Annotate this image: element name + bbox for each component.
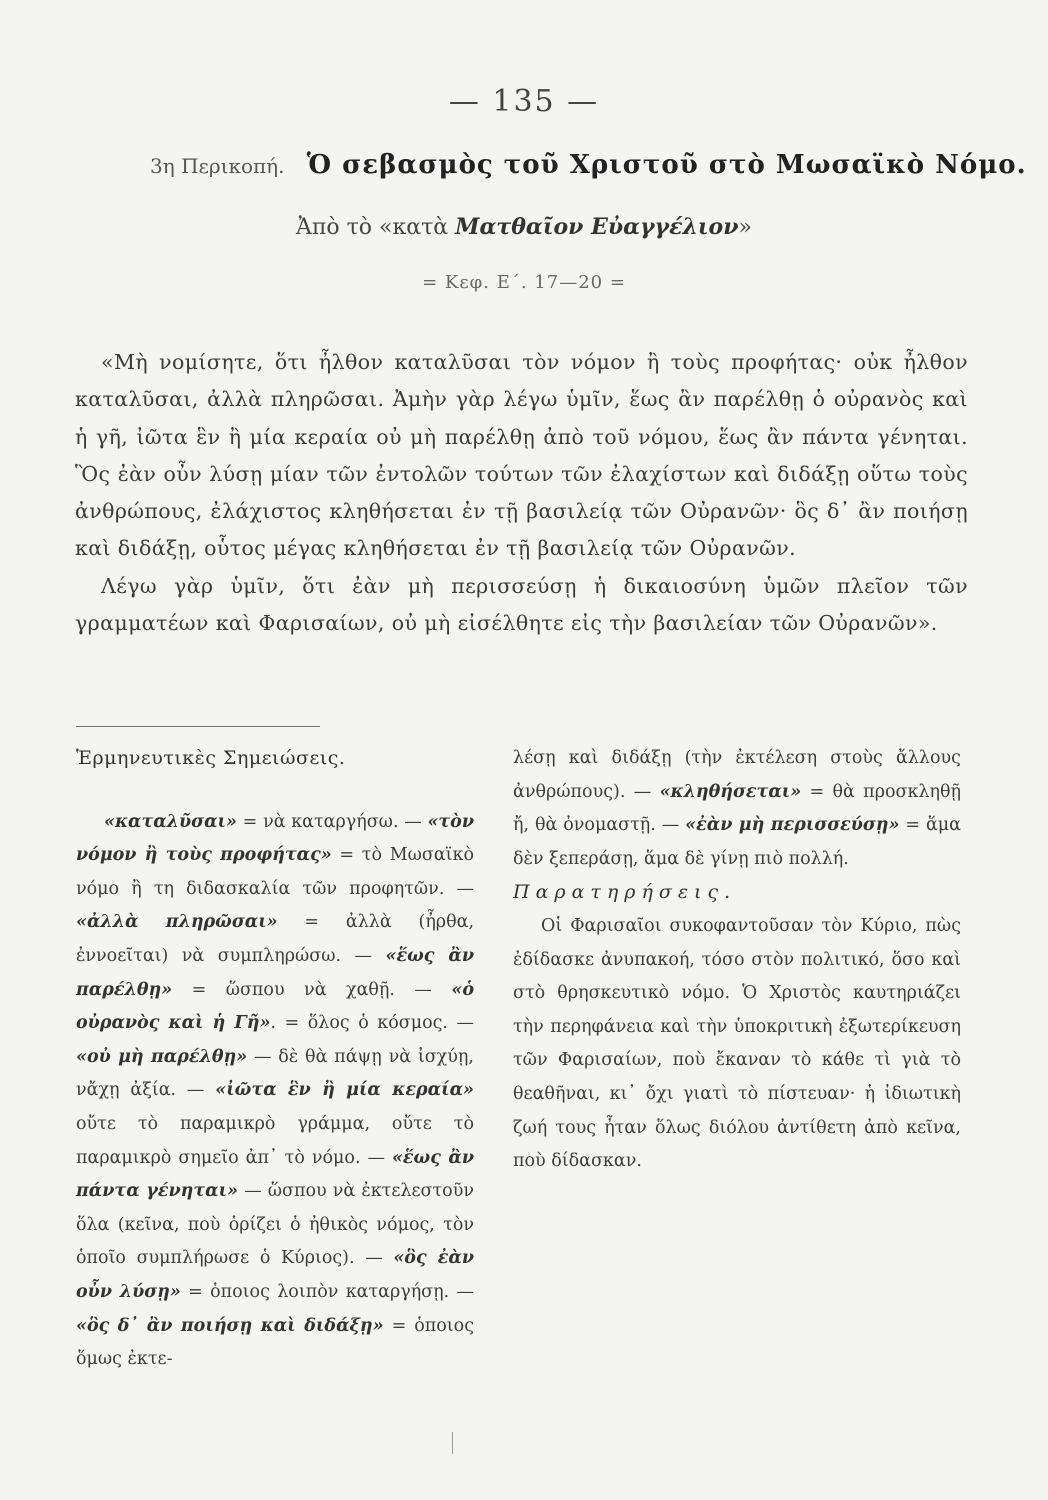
note-gloss: = ὁποιος λοιπὸν καταργήσῃ. — — [180, 1281, 474, 1302]
observations-heading: Παρατηρήσεις. — [513, 881, 737, 904]
chapter-reference: = Κεφ. Ε΄. 17—20 = — [422, 272, 626, 293]
note-term: «ἀλλὰ πληρῶσαι» — [76, 912, 278, 933]
note-gloss: = τὸ Μωσαϊκὸ νόμο ἢ τη διδασκαλία τῶν προφητῶν. — — [76, 845, 474, 899]
note-term: «ἕως ἂν πάντα γένηται» — [76, 1147, 474, 1202]
note-gloss-split: = ὁποιος ὅμως ἐκτε- — [76, 1315, 475, 1370]
note-gloss: = ἀλλὰ (ἦρθα, ἐννοεῖται) νὰ συμπληρώσω. — — [76, 912, 475, 966]
right-column — [513, 742, 961, 1179]
source-suffix: » — [738, 215, 752, 240]
source-prefix: Ἀπὸ τὸ «κατὰ — [296, 215, 449, 240]
note-term: «ὁ οὐρανὸς καὶ ἡ Γῆ» — [76, 979, 474, 1034]
note-gloss: λέσῃ καὶ διδάξῃ (τὴν ἐκτέλεση στοὺς ἄλλους ἀνθρώπους). — — [513, 748, 961, 802]
scan-mark — [452, 1432, 453, 1454]
pericope-label: 3η Περικοπή. — [150, 154, 285, 178]
page-number: — 135 — — [448, 84, 600, 119]
notes-body — [76, 806, 474, 1377]
gospel-source — [0, 214, 1048, 240]
note-term: «καταλῦσαι» — [104, 811, 237, 832]
notes-heading: Ἑρμηνευτικὲς Σημειώσεις. — [76, 747, 346, 769]
note-term: «ἕως ἂν παρέλθῃ» — [76, 945, 474, 1000]
note-term: «τὸν νόμον ἢ τοὺς προφήτας» — [76, 811, 474, 866]
note-gloss: = ἅμα δὲν ξεπεράσῃ, ἅμα δὲ γίνῃ πιὸ πολλή. — [513, 815, 961, 869]
note-gloss: = νὰ καταργήσω. — — [236, 811, 428, 832]
observations-body: Οἱ Φαρισαῖοι συκοφαντοῦσαν τὸν Κύριο, πὼς ἐδίδασκε ἀνυπακοή, τόσο στὸν πολιτικό, ὅσο καὶ στὸ θρησκευτικὸ νόμο. Ὁ Χριστὸς καυτηριάζει τὴν περηφάνεια καὶ τὴν ὑποκριτικὴ ἐξωτερίκευση τῶν Φαρισαίων, ποὺ ἔκαναν τὸ κάθε τὶ γιὰ τὸ θεαθῆναι, κι᾽ ὄχι γιατὶ τὸ πίστευαν· ἡ ἰδιωτικὴ ζωή τους ἦταν ὅλως διόλου ἀντίθετη ἀπὸ κεῖνα, ποὺ δίδασκαν. — [513, 915, 961, 1172]
notes-continuation — [513, 742, 961, 876]
pericope-title: Ὁ σεβασμὸς τοῦ Χριστοῦ στὸ Μωσαϊκὸ Νόμο. — [306, 150, 1027, 180]
note-term: «ὃς δ᾽ ἂν ποιήσῃ καὶ διδάξῃ» — [76, 1315, 384, 1336]
scripture-passage — [75, 344, 968, 642]
scripture-paragraph-1: «Μὴ νομίσητε, ὅτι ἦλθον καταλῦσαι τὸν νόμον ἢ τοὺς προφήτας· οὐκ ἦλθον καταλῦσαι, ἀλλὰ πληρῶσαι. Ἀμὴν γὰρ λέγω ὑμῖν, ἕως ἂν παρέλθῃ ὁ οὐρανὸς καὶ ἡ γῆ, ἰῶτα ἓν ἢ μία κεραία οὐ μὴ παρέλθῃ ἀπὸ τοῦ νόμου, ἕως ἂν πάντα γένηται. Ὃς ἐὰν οὖν λύσῃ μίαν τῶν ἐντολῶν τούτων τῶν ἐλαχίστων καὶ διδάξῃ οὕτω τοὺς ἀνθρώπους, ἐλάχιστος κληθήσεται ἐν τῇ βασιλείᾳ τῶν Οὐρανῶν· ὃς δ᾽ ἂν ποιήσῃ καὶ διδάξῃ, οὗτος μέγας κληθήσεται ἐν τῇ βασιλείᾳ τῶν Οὐρανῶν. — [75, 350, 968, 561]
note-term: «κληθήσεται» — [659, 781, 802, 802]
note-gloss: = ὥσπου νὰ χαθῇ. — — [172, 979, 452, 1000]
note-gloss: οὔτε τὸ παραμικρὸ γράμμα, οὔτε τὸ παραμικρὸ σημεῖο ἀπ᾽ τὸ νόμο. — — [76, 1113, 474, 1168]
note-gloss: — ὥσπου νὰ ἐκτελεστοῦν ὅλα (κεῖνα, ποὺ ὁρίζει ὁ ἠθικὸς νόμος, τὸν ὁποῖο συμπλήρωσε ὁ Κύριος). — — [76, 1181, 474, 1269]
note-term: «ἰῶτα ἓν ἢ μία κεραία» — [215, 1080, 474, 1101]
section-divider — [76, 726, 320, 727]
note-term: «ὃς ἐὰν οὖν λύσῃ» — [76, 1248, 474, 1302]
note-term: «ἐὰν μὴ περισσεύσῃ» — [685, 815, 900, 836]
pericope-heading — [150, 150, 1027, 180]
scripture-paragraph-2: Λέγω γὰρ ὑμῖν, ὅτι ἐὰν μὴ περισσεύσῃ ἡ δικαιοσύνη ὑμῶν πλεῖον τῶν γραμματέων καὶ Φαρισαίων, οὐ μὴ εἰσέλθητε εἰς τὴν βασιλείαν τῶν Οὐρανῶν». — [75, 573, 968, 636]
note-term: «οὐ μὴ παρέλθῃ» — [76, 1046, 248, 1067]
notes-column — [76, 742, 474, 1377]
note-gloss: . = ὅλος ὁ κόσμος. — — [270, 1013, 475, 1034]
source-book: Ματθαῖον Εὐαγγέλιον — [455, 214, 739, 240]
note-gloss: — δὲ θὰ πάψῃ νὰ ἰσχύῃ, νἄχῃ ἀξία. — — [76, 1046, 474, 1101]
note-gloss: = θὰ προσκληθῇ ἤ, θὰ ὀνομαστῇ. — — [513, 781, 961, 836]
